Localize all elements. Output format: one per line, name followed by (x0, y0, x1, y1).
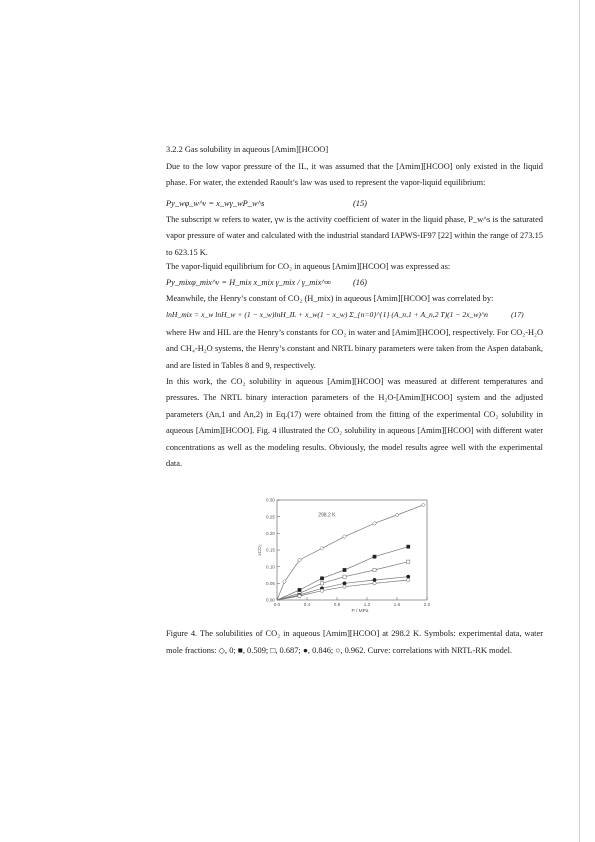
data-point (373, 555, 376, 558)
equation-15-number: (15) (353, 199, 367, 208)
series-curve-1 (277, 547, 408, 600)
paragraph-work-text: In this work, the CO₂ solubility in aqueous [Amim][HCOO] was measured at different temperatures and pressures. The NRTL binary interaction parameters of the H₂O-[Amim][HCOO] system and the adjusted parameters (An,1 and An,2) in Eq.(17) were obtained from the fitting of the experimental CO₂ solubility in aqueous [Amim][HCOO]. Fig. 4 illustrated the CO₂ solubility in aqueous [Amim][HCOO] with different water concentrations as well as the modeling results. Obviously, the model results agree well with the experimental data. (166, 377, 543, 469)
section-heading: 3.2.2 Gas solubility in aqueous [Amim][HCOO] (166, 145, 329, 154)
data-point (320, 546, 324, 550)
paragraph-work (166, 374, 543, 472)
data-point (343, 568, 346, 571)
data-point (373, 582, 376, 585)
figure-caption (166, 625, 543, 660)
equation-15 (166, 196, 367, 212)
paragraph-co2-intro (166, 259, 543, 275)
paragraph-intro (166, 159, 543, 192)
data-point (407, 545, 410, 548)
x-axis-label: P / MPa (351, 609, 369, 614)
paragraph-intro-text: Due to the low vapor pressure of the IL, it was assumed that the [Amim][HCOO] only existed in the liquid phase. For water, the extended Raoult’s law was used to represent the vapor-liquid equilibrium: (166, 162, 543, 188)
data-point (407, 575, 410, 578)
data-point (298, 558, 302, 562)
paragraph-eq15 (166, 212, 543, 261)
data-point (407, 560, 410, 563)
data-point (320, 589, 323, 592)
equation-16-expression: Py_mixφ_mix^v = H_mix x_mix γ_mix / γ_mix^∞ (166, 278, 331, 287)
equation-15-expression: Py_wφ_w^v = x_wγ_wP_w^s (166, 199, 265, 208)
x-tick-label: 2.0 (423, 602, 431, 607)
data-point (395, 513, 399, 517)
x-tick-label: 1.6 (393, 602, 401, 607)
data-point (373, 521, 377, 525)
chart-annotation: 298.2 K (318, 512, 336, 519)
data-point (373, 568, 376, 571)
paragraph-henry (166, 291, 543, 307)
data-point (343, 575, 346, 578)
x-tick-label: 0.8 (333, 602, 341, 607)
data-point (343, 585, 346, 588)
y-tick-label: 0.10 (266, 564, 275, 570)
data-point (421, 503, 425, 507)
y-tick-label: 0.15 (266, 547, 275, 553)
equation-16 (166, 275, 367, 291)
paragraph-henry2 (166, 325, 543, 374)
y-tick-label: 0.25 (266, 514, 275, 520)
data-point (320, 577, 323, 580)
y-axis-label: xCO₂ (258, 544, 263, 556)
series-curve-2 (277, 562, 408, 600)
data-point (343, 582, 346, 585)
x-tick-label: 0.4 (303, 602, 311, 607)
y-tick-label: 0.20 (266, 530, 275, 536)
co2-solubility-chart (255, 494, 435, 616)
equation-17-number: (17) (511, 310, 524, 319)
y-tick-label: 0.00 (266, 597, 275, 603)
y-tick-label: 0.05 (266, 580, 275, 586)
equation-17 (166, 307, 524, 323)
data-point (343, 535, 347, 539)
data-point (320, 582, 323, 585)
equation-16-number: (16) (353, 278, 367, 287)
x-tick-label: 1.2 (363, 602, 371, 607)
data-point (373, 578, 376, 581)
data-point (298, 594, 301, 597)
data-point (407, 578, 410, 581)
x-tick-label: 0.0 (273, 602, 281, 607)
page-edge-line (579, 0, 580, 842)
figure-caption-text: Figure 4. The solubilities of CO₂ in aqueous [Amim][HCOO] at 298.2 K. Symbols: experimental data, water mole fractions: ◇, 0; ■, 0.509; □, 0.687; ●, 0.846; ○, 0.962. Curve: correlations with NRTL-RK model. (166, 629, 543, 656)
paragraph-henry2-text: where Hw and HIL are the Henry’s constants for CO₂ in water and [Amim][HCOO], respectively. For CO₂-H₂O and CH₄-H₂O systems, the Henry’s constant and NRTL binary parameters were taken from the Aspen databank, and are listed in Tables 8 and 9, respectively. (166, 328, 543, 370)
paragraph-henry-text: Meanwhile, the Henry’s constant of CO₂ (H_mix) in aqueous [Amim][HCOO] was correlated by: (166, 294, 494, 303)
paragraph-co2-intro-text: The vapor-liquid equilibrium for CO₂ in aqueous [Amim][HCOO] was expressed as: (166, 262, 451, 271)
equation-17-expression: lnH_mix = x_w lnH_w + (1 − x_w)lnH_IL + x_w(1 − x_w) Σ_{n=0}^{1} (A_n,1 + A_n,2 T)(1 − 2x_w)^n (166, 310, 488, 319)
plot-frame (277, 500, 427, 600)
paragraph-eq15-text: The subscript w refers to water, γw is the activity coefficient of water in the liquid phase, P_w^s is the saturated vapor pressure of water and calculated with the industrial standard IAPWS-IF97 [22] within the range of 273.15 to 623.15 K. (166, 215, 543, 257)
y-tick-label: 0.30 (266, 497, 275, 503)
data-point (283, 580, 287, 584)
data-point (298, 588, 301, 591)
